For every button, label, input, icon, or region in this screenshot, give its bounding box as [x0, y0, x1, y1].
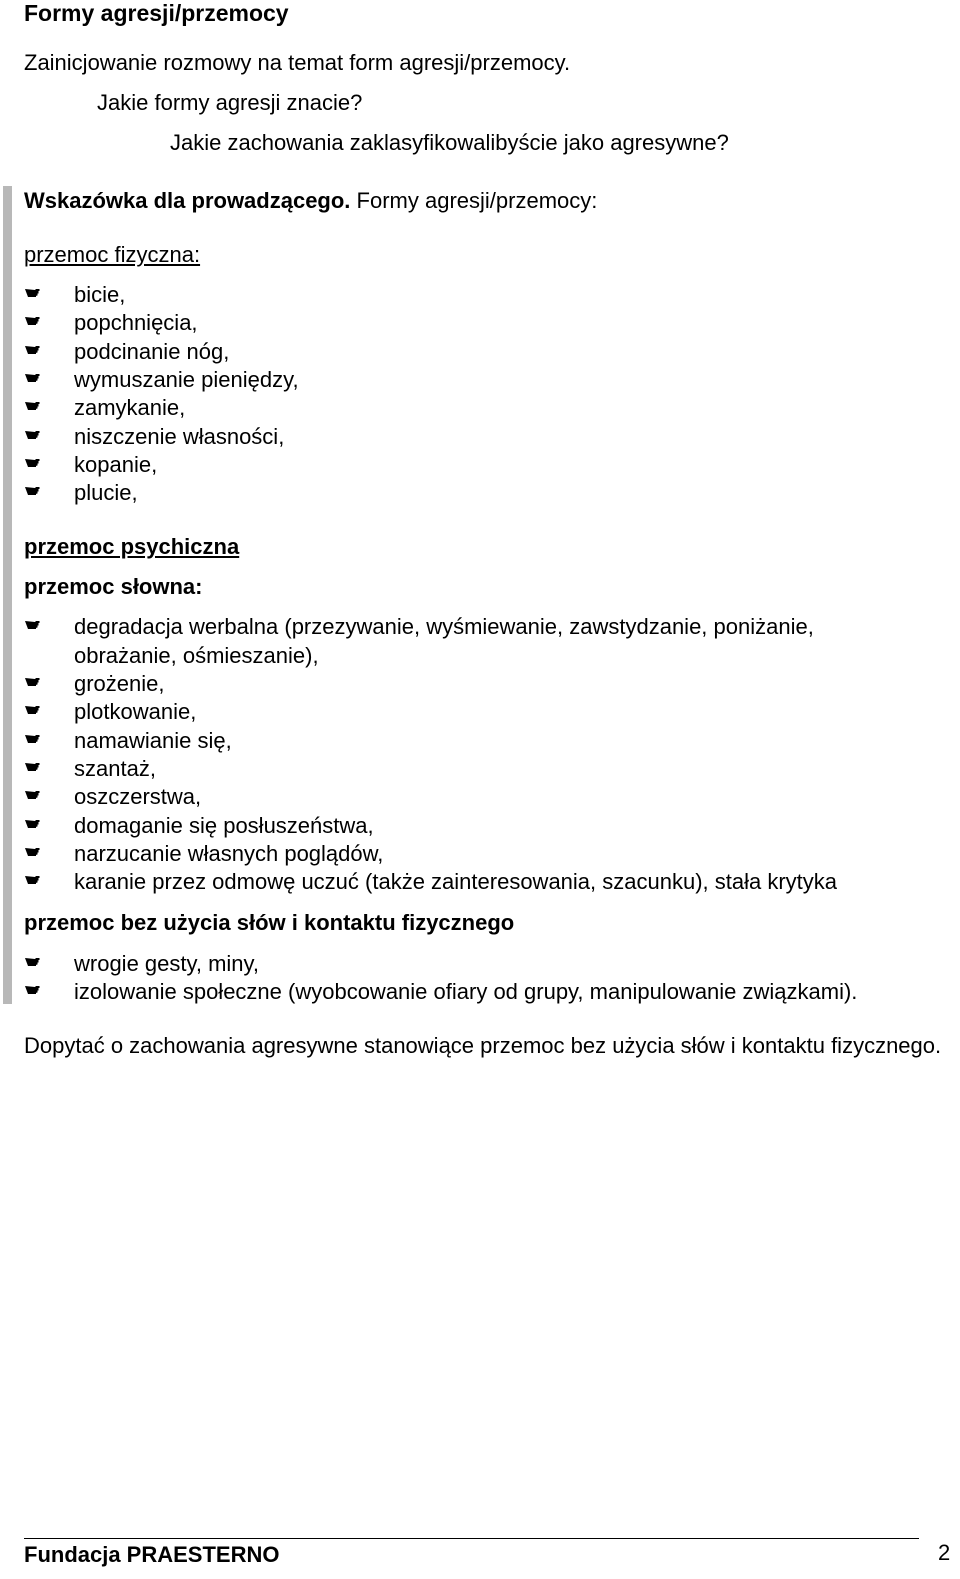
physical-list-item: popchnięcia,	[74, 310, 198, 336]
physical-list-item: wymuszanie pieniędzy,	[74, 366, 299, 392]
physical-heading: przemoc fizyczna:	[24, 242, 201, 267]
hint-label: Wskazówka dla prowadzącego.	[24, 188, 351, 213]
pointing-hand-icon	[24, 871, 64, 893]
nonverbal-heading: przemoc bez użycia słów i kontaktu fizycznego	[24, 910, 515, 935]
pointing-hand-icon	[24, 454, 64, 476]
physical-list-item: zamykanie,	[74, 395, 186, 421]
physical-list-item: niszczenie własności,	[74, 423, 285, 449]
closing-paragraph: Dopytać o zachowania agresywne stanowiące przemoc bez użycia słów i kontaktu fizycznego.	[24, 1033, 942, 1058]
physical-list-item: bicie,	[74, 282, 126, 307]
pointing-hand-icon	[24, 482, 64, 504]
pointing-hand-icon	[24, 953, 64, 975]
footer-organization: Fundacja PRAESTERNO	[24, 1542, 280, 1567]
pointing-hand-icon	[24, 701, 64, 723]
pointing-hand-icon	[24, 730, 64, 752]
hint-text: Formy agresji/przemocy:	[350, 188, 598, 213]
verbal-list-item: narzucanie własnych poglądów,	[74, 840, 384, 866]
verbal-item-1-line-1: degradacja werbalna (przezywanie, wyśmiewanie, zawstydzanie, poniżanie,	[74, 614, 814, 639]
question-2: Jakie zachowania zaklasyfikowalibyście jako agresywne?	[170, 130, 729, 155]
nonverbal-list-item: izolowanie społeczne (wyobcowanie ofiary od grupy, manipulowanie związkami).	[74, 979, 858, 1005]
physical-list-item: plucie,	[74, 480, 138, 506]
intro-text: Zainicjowanie rozmowy na temat form agresji/przemocy.	[24, 50, 571, 75]
pointing-hand-icon	[24, 312, 64, 334]
page-title: Formy agresji/przemocy	[24, 0, 289, 26]
pointing-hand-icon	[24, 616, 64, 638]
pointing-hand-icon	[24, 981, 64, 1003]
pointing-hand-icon	[24, 397, 64, 419]
verbal-list-item: szantaż,	[74, 755, 156, 781]
footer-divider	[24, 1538, 919, 1539]
hint-sidebar-bar	[3, 186, 12, 1004]
verbal-list-item: oszczerstwa,	[74, 784, 202, 810]
physical-list-item: kopanie,	[74, 451, 158, 477]
hint-line	[24, 188, 597, 214]
pointing-hand-icon	[24, 758, 64, 780]
nonverbal-list-item: wrogie gesty, miny,	[74, 951, 260, 976]
pointing-hand-icon	[24, 284, 64, 306]
verbal-list-item: namawianie się,	[74, 727, 232, 753]
pointing-hand-icon	[24, 673, 64, 695]
verbal-item-1-line-2: obrażanie, ośmieszanie),	[74, 643, 319, 668]
verbal-list-item: grożenie,	[74, 671, 165, 696]
pointing-hand-icon	[24, 426, 64, 448]
verbal-list-item: plotkowanie,	[74, 699, 197, 725]
page-number: 2	[938, 1540, 951, 1565]
psychological-heading: przemoc psychiczna	[24, 534, 240, 559]
pointing-hand-icon	[24, 786, 64, 808]
verbal-list-item: karanie przez odmowę uczuć (także zainteresowania, szacunku), stała krytyka	[74, 869, 838, 895]
physical-list-item: podcinanie nóg,	[74, 338, 230, 364]
pointing-hand-icon	[24, 341, 64, 363]
pointing-hand-icon	[24, 369, 64, 391]
verbal-list-item: domaganie się posłuszeństwa,	[74, 812, 374, 838]
pointing-hand-icon	[24, 815, 64, 837]
question-1: Jakie formy agresji znacie?	[97, 90, 363, 115]
verbal-heading: przemoc słowna:	[24, 574, 203, 599]
pointing-hand-icon	[24, 843, 64, 865]
